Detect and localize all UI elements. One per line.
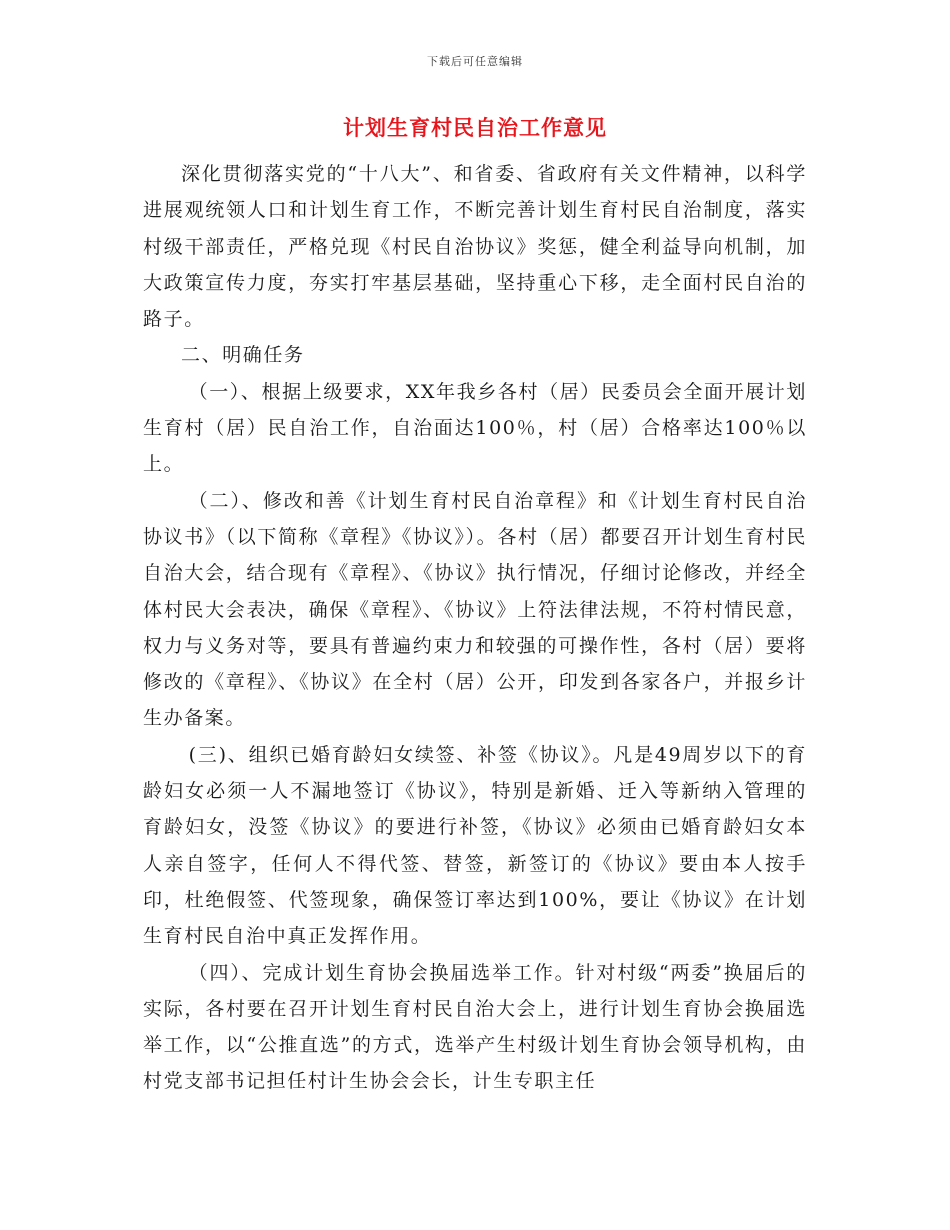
document-body [143, 156, 807, 1100]
intro-paragraph: 深化贯彻落实党的“十八大”、和省委、省政府有关文件精神，以科学进展观统领人口和计划生育工作，不断完善计划生育村民自治制度，落实村级干部责任，严格兑现《村民自治协议》奖惩，健全利益导向机制，加大政策宣传力度，夯实打牢基层基础，坚持重心下移，走全面村民自治的路子。 [143, 163, 807, 331]
task-paragraph-2: （二）、修改和善《计划生育村民自治章程》和《计划生育村民自治协议书》（以下简称《章程》《协议》）。各村（居）都要召开计划生育村民自治大会，结合现有《章程》、《协议》执行情况，仔细讨论修改，并经全体村民大会表决，确保《章程》、《协议》上符法律法规，不符村情民意，权力与义务对等，要具有普遍约束力和较强的可操作性，各村（居）要将修改的《章程》、《协议》在全村（居）公开，印发到各家各户，并报乡计生办备案。 [143, 489, 807, 730]
section-heading: 二、明确任务 [181, 344, 305, 367]
task-paragraph-3: (三)、组织已婚育龄妇女续签、补签《协议》。凡是49周岁以下的育龄妇女必须一人不漏地签订《协议》，特别是新婚、迁入等新纳入管理的育龄妇女，没签《协议》的要进行补签，《协议》必须由已婚育龄妇女本人亲自签字，任何人不得代签、替签，新签订的《协议》要由本人按手印，杜绝假签、代签现象，确保签订率达到100%，要让《协议》在计划生育村民自治中真正发挥作用。 [143, 743, 807, 948]
header-note: 下载后可任意编辑 [427, 55, 523, 68]
document-title: 计划生育村民自治工作意见 [343, 115, 607, 140]
task-paragraph-4: （四）、完成计划生育协会换届选举工作。针对村级“两委”换届后的实际，各村要在召开计划生育村民自治大会上，进行计划生育协会换届选举工作，以“公推直选”的方式，选举产生村级计划生育协会领导机构，由村党支部书记担任村计生协会会长，计生专职主任 [143, 961, 807, 1093]
task-paragraph-1: （一）、根据上级要求，XX年我乡各村（居）民委员会全面开展计划生育村（居）民自治工作，自治面达100％，村（居）合格率达100％以上。 [143, 380, 807, 476]
